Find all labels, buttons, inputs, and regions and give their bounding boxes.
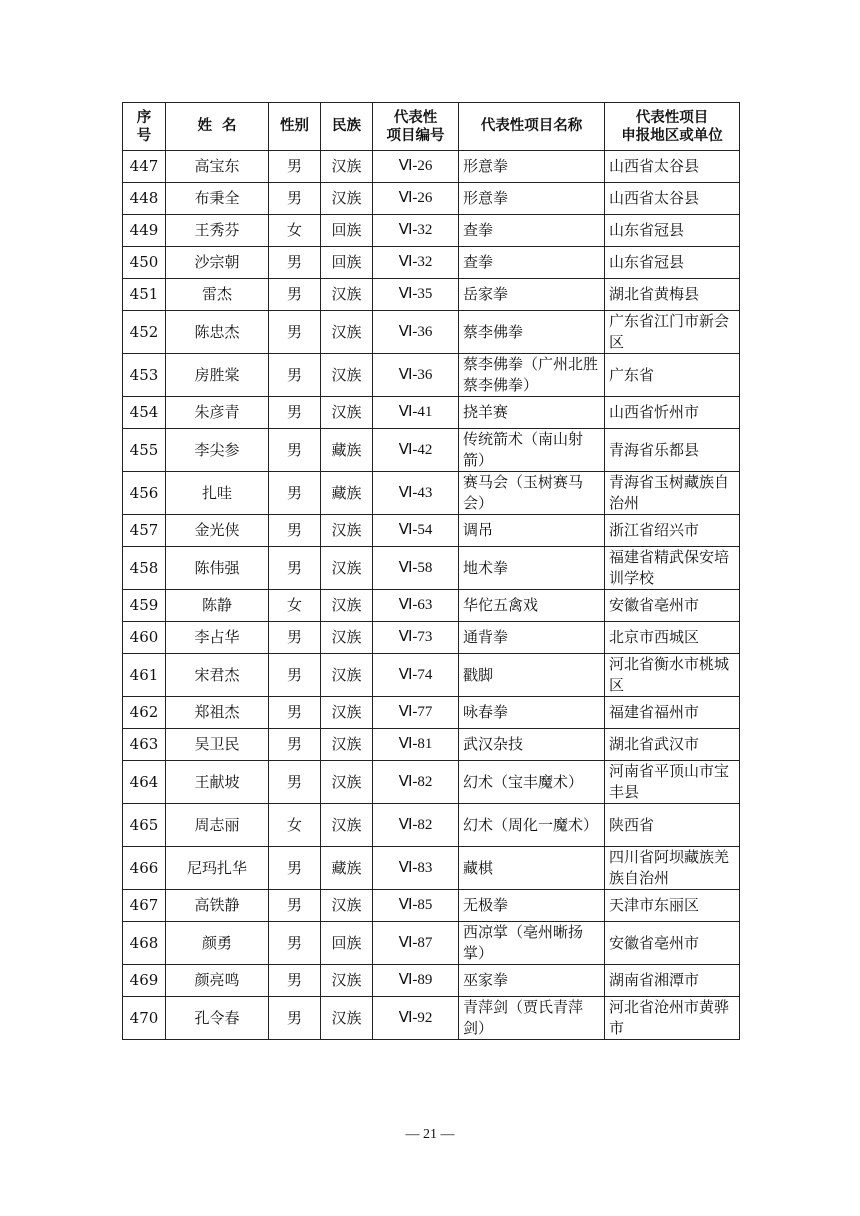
table-row	[123, 697, 740, 729]
cell-name: 王献坡	[166, 761, 269, 804]
cell-code: Ⅵ-35	[373, 279, 459, 311]
cell-code: Ⅵ-82	[373, 804, 459, 847]
cell-code: Ⅵ-26	[373, 183, 459, 215]
cell-gender: 男	[269, 279, 321, 311]
cell-gender: 男	[269, 654, 321, 697]
table-row	[123, 761, 740, 804]
cell-region: 陕西省	[605, 804, 740, 847]
cell-ethnicity: 回族	[321, 922, 373, 965]
cell-no: 465	[123, 804, 166, 847]
table-row	[123, 965, 740, 997]
cell-gender: 男	[269, 547, 321, 590]
cell-code: Ⅵ-63	[373, 590, 459, 622]
cell-no: 467	[123, 890, 166, 922]
cell-project: 查拳	[459, 215, 605, 247]
cell-gender: 男	[269, 997, 321, 1040]
table-row	[123, 922, 740, 965]
cell-gender: 男	[269, 697, 321, 729]
cell-gender: 男	[269, 761, 321, 804]
cell-ethnicity: 汉族	[321, 804, 373, 847]
cell-region: 湖南省湘潭市	[605, 965, 740, 997]
cell-region: 河北省衡水市桃城区	[605, 654, 740, 697]
cell-name: 宋君杰	[166, 654, 269, 697]
cell-code: Ⅵ-36	[373, 354, 459, 397]
table-row	[123, 354, 740, 397]
cell-ethnicity: 汉族	[321, 183, 373, 215]
cell-no: 466	[123, 847, 166, 890]
cell-no: 457	[123, 515, 166, 547]
cell-project: 武汉杂技	[459, 729, 605, 761]
cell-ethnicity: 汉族	[321, 622, 373, 654]
cell-name: 陈静	[166, 590, 269, 622]
inheritors-table	[122, 102, 740, 1040]
cell-project: 西凉掌（亳州晰扬掌）	[459, 922, 605, 965]
cell-ethnicity: 汉族	[321, 151, 373, 183]
table-row	[123, 472, 740, 515]
table-row	[123, 151, 740, 183]
cell-code: Ⅵ-83	[373, 847, 459, 890]
cell-gender: 男	[269, 515, 321, 547]
cell-no: 452	[123, 311, 166, 354]
cell-project: 巫家拳	[459, 965, 605, 997]
cell-project: 幻术（周化一魔术）	[459, 804, 605, 847]
cell-ethnicity: 汉族	[321, 890, 373, 922]
cell-ethnicity: 汉族	[321, 279, 373, 311]
header-project: 代表性项目名称	[459, 103, 605, 151]
table-row	[123, 997, 740, 1040]
cell-gender: 男	[269, 922, 321, 965]
cell-name: 郑祖杰	[166, 697, 269, 729]
cell-code: Ⅵ-85	[373, 890, 459, 922]
cell-project: 藏棋	[459, 847, 605, 890]
cell-code: Ⅵ-32	[373, 247, 459, 279]
cell-ethnicity: 汉族	[321, 354, 373, 397]
cell-region: 天津市东丽区	[605, 890, 740, 922]
cell-region: 四川省阿坝藏族羌族自治州	[605, 847, 740, 890]
cell-no: 456	[123, 472, 166, 515]
table-row	[123, 729, 740, 761]
cell-region: 浙江省绍兴市	[605, 515, 740, 547]
cell-project: 青萍剑（贾氏青萍剑）	[459, 997, 605, 1040]
cell-ethnicity: 汉族	[321, 965, 373, 997]
cell-project: 传统箭术（南山射箭）	[459, 429, 605, 472]
table-row	[123, 311, 740, 354]
cell-name: 布秉全	[166, 183, 269, 215]
cell-name: 朱彦青	[166, 397, 269, 429]
cell-project: 调吊	[459, 515, 605, 547]
cell-code: Ⅵ-89	[373, 965, 459, 997]
cell-project: 形意拳	[459, 151, 605, 183]
cell-name: 王秀芬	[166, 215, 269, 247]
cell-no: 448	[123, 183, 166, 215]
cell-region: 安徽省亳州市	[605, 922, 740, 965]
cell-region: 安徽省亳州市	[605, 590, 740, 622]
table-header-row	[123, 103, 740, 151]
cell-region: 山东省冠县	[605, 247, 740, 279]
header-region: 代表性项目 申报地区或单位	[605, 103, 740, 151]
cell-region: 山东省冠县	[605, 215, 740, 247]
cell-name: 高铁静	[166, 890, 269, 922]
cell-project: 咏春拳	[459, 697, 605, 729]
cell-code: Ⅵ-54	[373, 515, 459, 547]
cell-ethnicity: 汉族	[321, 997, 373, 1040]
cell-code: Ⅵ-73	[373, 622, 459, 654]
table-row	[123, 429, 740, 472]
table-row	[123, 397, 740, 429]
table-row	[123, 654, 740, 697]
cell-gender: 男	[269, 622, 321, 654]
table-row	[123, 890, 740, 922]
cell-gender: 男	[269, 472, 321, 515]
cell-name: 孔令春	[166, 997, 269, 1040]
cell-no: 454	[123, 397, 166, 429]
cell-project: 查拳	[459, 247, 605, 279]
table-row	[123, 247, 740, 279]
table-row	[123, 622, 740, 654]
cell-project: 蔡李佛拳	[459, 311, 605, 354]
cell-gender: 男	[269, 429, 321, 472]
header-name: 姓 名	[166, 103, 269, 151]
cell-ethnicity: 汉族	[321, 547, 373, 590]
cell-no: 458	[123, 547, 166, 590]
cell-ethnicity: 藏族	[321, 847, 373, 890]
cell-project: 蔡李佛拳（广州北胜蔡李佛拳）	[459, 354, 605, 397]
table-row	[123, 547, 740, 590]
cell-no: 447	[123, 151, 166, 183]
cell-name: 颜勇	[166, 922, 269, 965]
cell-name: 陈忠杰	[166, 311, 269, 354]
cell-no: 470	[123, 997, 166, 1040]
cell-region: 河北省沧州市黄骅市	[605, 997, 740, 1040]
header-no: 序 号	[123, 103, 166, 151]
header-gender: 性别	[269, 103, 321, 151]
cell-no: 469	[123, 965, 166, 997]
cell-gender: 男	[269, 247, 321, 279]
cell-ethnicity: 汉族	[321, 311, 373, 354]
cell-code: Ⅵ-41	[373, 397, 459, 429]
cell-no: 449	[123, 215, 166, 247]
table-row	[123, 279, 740, 311]
cell-ethnicity: 回族	[321, 215, 373, 247]
cell-gender: 男	[269, 354, 321, 397]
cell-project: 赛马会（玉树赛马会）	[459, 472, 605, 515]
cell-no: 462	[123, 697, 166, 729]
cell-ethnicity: 汉族	[321, 729, 373, 761]
cell-no: 453	[123, 354, 166, 397]
cell-region: 湖北省武汉市	[605, 729, 740, 761]
cell-region: 青海省玉树藏族自治州	[605, 472, 740, 515]
cell-code: Ⅵ-58	[373, 547, 459, 590]
cell-project: 形意拳	[459, 183, 605, 215]
cell-region: 福建省福州市	[605, 697, 740, 729]
cell-no: 468	[123, 922, 166, 965]
cell-region: 广东省	[605, 354, 740, 397]
cell-name: 李占华	[166, 622, 269, 654]
table-row	[123, 515, 740, 547]
cell-no: 459	[123, 590, 166, 622]
cell-name: 高宝东	[166, 151, 269, 183]
cell-name: 金光侠	[166, 515, 269, 547]
cell-code: Ⅵ-26	[373, 151, 459, 183]
cell-code: Ⅵ-74	[373, 654, 459, 697]
cell-project: 幻术（宝丰魔术）	[459, 761, 605, 804]
cell-project: 通背拳	[459, 622, 605, 654]
cell-region: 湖北省黄梅县	[605, 279, 740, 311]
cell-no: 451	[123, 279, 166, 311]
cell-gender: 男	[269, 151, 321, 183]
cell-gender: 男	[269, 397, 321, 429]
cell-region: 山西省太谷县	[605, 151, 740, 183]
cell-code: Ⅵ-81	[373, 729, 459, 761]
cell-name: 房胜棠	[166, 354, 269, 397]
cell-ethnicity: 汉族	[321, 654, 373, 697]
cell-gender: 男	[269, 847, 321, 890]
cell-no: 464	[123, 761, 166, 804]
table-row	[123, 183, 740, 215]
cell-ethnicity: 藏族	[321, 472, 373, 515]
cell-no: 455	[123, 429, 166, 472]
cell-code: Ⅵ-87	[373, 922, 459, 965]
cell-name: 尼玛扎华	[166, 847, 269, 890]
cell-ethnicity: 汉族	[321, 397, 373, 429]
cell-project: 地术拳	[459, 547, 605, 590]
cell-no: 450	[123, 247, 166, 279]
cell-region: 福建省精武保安培训学校	[605, 547, 740, 590]
cell-name: 颜亮鸣	[166, 965, 269, 997]
cell-project: 无极拳	[459, 890, 605, 922]
cell-name: 周志丽	[166, 804, 269, 847]
cell-code: Ⅵ-36	[373, 311, 459, 354]
cell-name: 雷杰	[166, 279, 269, 311]
cell-code: Ⅵ-82	[373, 761, 459, 804]
cell-gender: 男	[269, 890, 321, 922]
cell-region: 广东省江门市新会区	[605, 311, 740, 354]
cell-code: Ⅵ-32	[373, 215, 459, 247]
table-row	[123, 804, 740, 847]
cell-code: Ⅵ-42	[373, 429, 459, 472]
cell-gender: 女	[269, 590, 321, 622]
cell-gender: 女	[269, 804, 321, 847]
table-row	[123, 590, 740, 622]
cell-ethnicity: 汉族	[321, 590, 373, 622]
cell-region: 山西省忻州市	[605, 397, 740, 429]
cell-no: 463	[123, 729, 166, 761]
cell-gender: 男	[269, 183, 321, 215]
table-row	[123, 847, 740, 890]
cell-name: 李尖参	[166, 429, 269, 472]
cell-project: 华佗五禽戏	[459, 590, 605, 622]
cell-ethnicity: 藏族	[321, 429, 373, 472]
cell-code: Ⅵ-92	[373, 997, 459, 1040]
cell-region: 河南省平顶山市宝丰县	[605, 761, 740, 804]
header-code: 代表性 项目编号	[373, 103, 459, 151]
cell-ethnicity: 汉族	[321, 697, 373, 729]
page-number: — 21 —	[405, 1127, 455, 1142]
cell-no: 460	[123, 622, 166, 654]
cell-code: Ⅵ-43	[373, 472, 459, 515]
cell-gender: 女	[269, 215, 321, 247]
cell-project: 岳家拳	[459, 279, 605, 311]
cell-gender: 男	[269, 729, 321, 761]
cell-region: 北京市西城区	[605, 622, 740, 654]
cell-no: 461	[123, 654, 166, 697]
cell-name: 吴卫民	[166, 729, 269, 761]
cell-ethnicity: 汉族	[321, 761, 373, 804]
table-row	[123, 215, 740, 247]
cell-name: 陈伟强	[166, 547, 269, 590]
cell-gender: 男	[269, 965, 321, 997]
cell-region: 青海省乐都县	[605, 429, 740, 472]
cell-project: 挠羊赛	[459, 397, 605, 429]
cell-project: 戳脚	[459, 654, 605, 697]
cell-ethnicity: 回族	[321, 247, 373, 279]
cell-code: Ⅵ-77	[373, 697, 459, 729]
cell-gender: 男	[269, 311, 321, 354]
cell-region: 山西省太谷县	[605, 183, 740, 215]
cell-ethnicity: 汉族	[321, 515, 373, 547]
cell-name: 沙宗朝	[166, 247, 269, 279]
header-ethnicity: 民族	[321, 103, 373, 151]
cell-name: 扎哇	[166, 472, 269, 515]
